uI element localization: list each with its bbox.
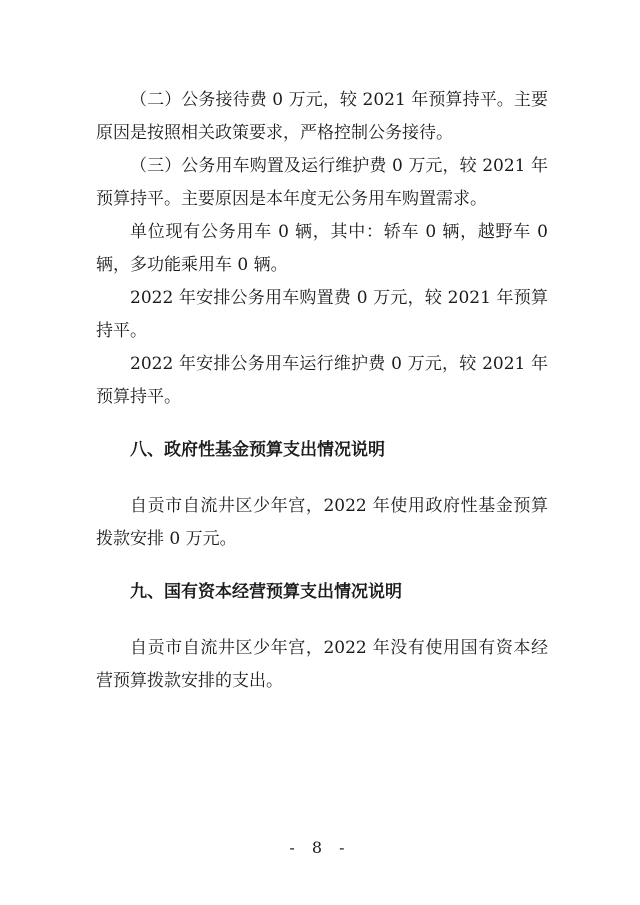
section-9-heading: 九、国有资本经营预算支出情况说明 [130,582,402,602]
section-8-heading: 八、政府性基金预算支出情况说明 [130,440,385,460]
paragraph-vehicle-maintenance: 2022 年安排公务用车运行维护费 0 万元，较 2021 年预算持平。 [96,354,548,407]
section-9-body: 自贡市自流井区少年宫，2022 年没有使用国有资本经营预算拨款安排的支出。 [96,638,548,691]
paragraph-hospitality-expense: （二）公务接待费 0 万元，较 2021 年预算持平。主要原因是按照相关政策要求，严格控制公务接待。 [96,90,548,143]
section-8-body: 自贡市自流井区少年宫，2022 年使用政府性基金预算拨款安排 0 万元。 [96,496,548,549]
paragraph-vehicle-purchase: 2022 年安排公务用车购置费 0 万元，较 2021 年预算持平。 [96,288,548,341]
page-number: - 8 - [289,838,351,857]
paragraph-vehicle-expense: （三）公务用车购置及运行维护费 0 万元，较 2021 年预算持平。主要原因是本年度无公务用车购置需求。 [96,156,548,209]
paragraph-vehicle-count: 单位现有公务用车 0 辆，其中：轿车 0 辆，越野车 0 辆，多功能乘用车 0 辆。 [96,222,548,275]
